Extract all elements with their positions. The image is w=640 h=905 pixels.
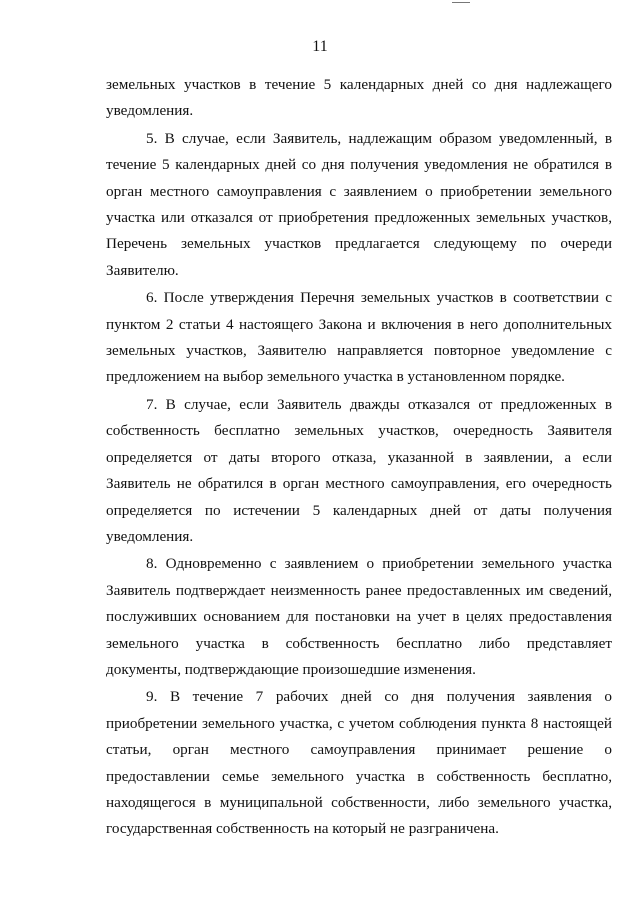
paragraph-6: 6. После утверждения Перечня земельных участков в соответствии с пунктом 2 статьи 4 настоящего Закона и включения в него дополнительных земельных участков, Заявителю направляется повторное уведомление с предложением на выбор земельного участка в установленном порядке. (106, 289, 612, 386)
paragraph-7: 7. В случае, если Заявитель дважды отказался от предложенных в собственность бесплатно земельных участков, очередность Заявителя определяется от даты второго отказа, указанной в заявлении, а если Заявитель не обратился в орган местного самоуправления, его очередность определяется по истечении 5 календарных дней от даты получения уведомления. (106, 395, 612, 545)
page-number: 11 (312, 38, 328, 55)
paragraph-9: 9. В течение 7 рабочих дней со дня получения заявления о приобретении земельного участка, с учетом соблюдения пункта 8 настоящей статьи, орган местного самоуправления принимает решение о предоставлении семье земельного участка в собственность бесплатно, находящегося в муниципальной собственности, либо земельного участка, государственная собственность на который не разграничена. (106, 688, 612, 838)
paragraph-5: 5. В случае, если Заявитель, надлежащим образом уведомленный, в течение 5 календарных дней со дня получения уведомления не обратился в орган местного самоуправления с заявлением о приобретении земельного участка или отказался от приобретения предложенных земельных участков, Перечень земельных участков предлагается следующему по очереди Заявителю. (106, 129, 612, 279)
paragraph-8: 8. Одновременно с заявлением о приобретении земельного участка Заявитель подтверждает неизменность ранее предоставленных им сведений, послуживших основанием для постановки на учет в целях предоставления земельного участка в собственность бесплатно либо представляет документы, подтверждающие произошедшие изменения. (106, 555, 612, 678)
top-edge-mark (452, 0, 470, 3)
paragraph-continuation: земельных участков в течение 5 календарных дней со дня надлежащего уведомления. (106, 76, 612, 120)
document-body (106, 72, 612, 844)
